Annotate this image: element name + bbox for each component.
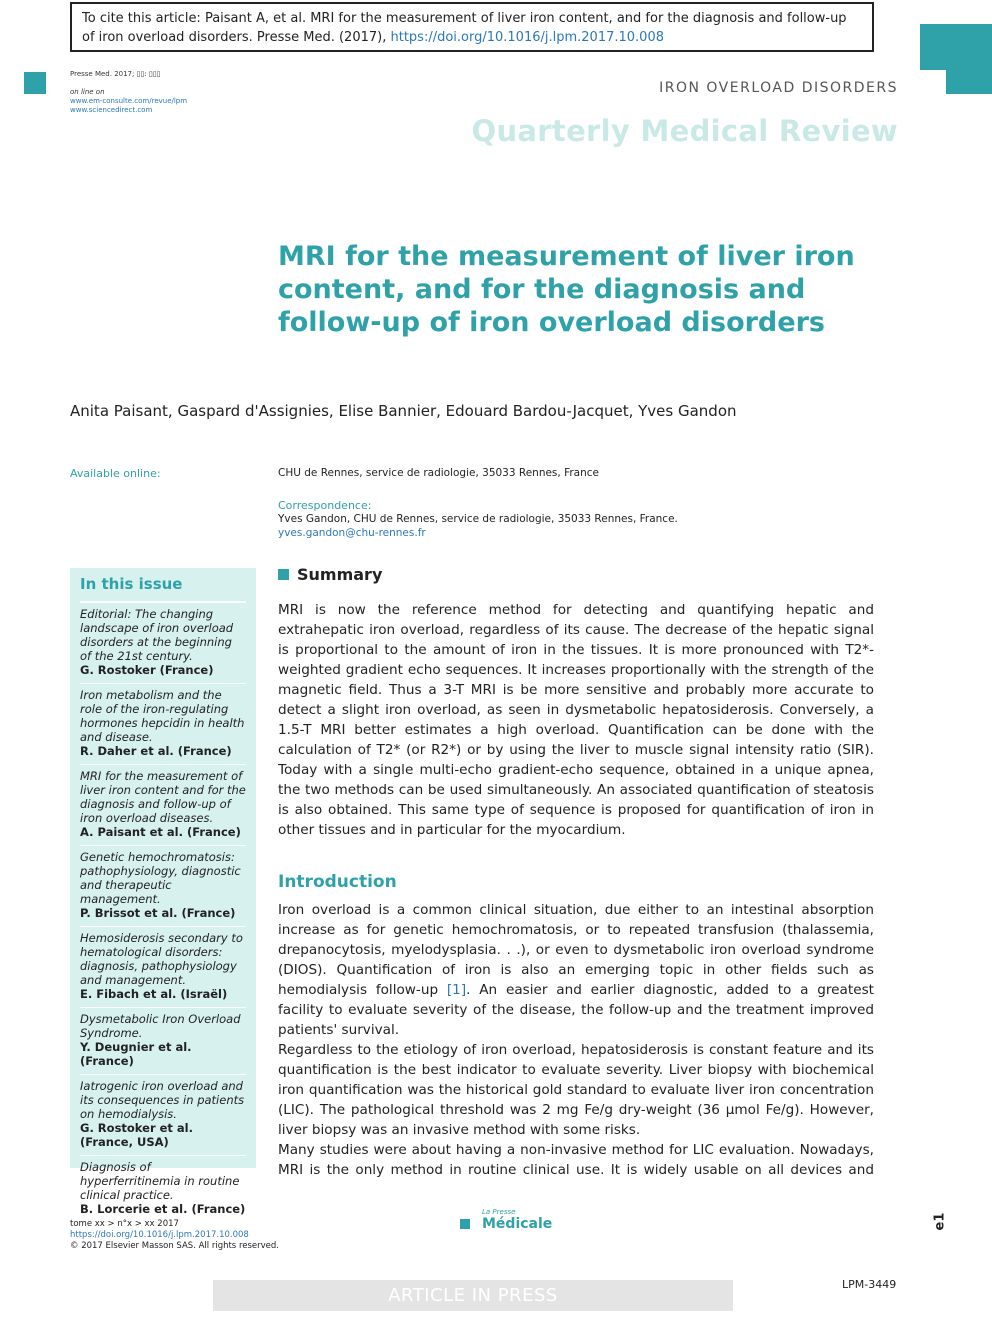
teal-corner-cut	[920, 70, 946, 94]
sidebar-item-title: Iatrogenic iron overload and its consequences in patients on hemodialysis.	[80, 1079, 245, 1121]
correspondence-label: Correspondence:	[278, 499, 372, 512]
intro-paragraph-2: Regardless to the etiology of iron overload, hepatosiderosis is constant feature and its quantification is the best indicator to evaluate severity. Liver biopsy with biochemical iron quantification was the historical gold standard to evaluate liver iron concentration (LIC). The pathological threshold was 2 mg Fe/g dry-weight (36 μmol Fe/g). However, liver biopsy was an invasive method with some risks.	[278, 1042, 874, 1138]
sidebar-item-title: Hemosiderosis secondary to hematological disorders: diagnosis, pathophysiology and management.	[80, 931, 243, 987]
introduction-heading: Introduction	[278, 872, 397, 892]
sidebar-item-author: P. Brissot et al. (France)	[80, 906, 236, 920]
in-this-issue-sidebar	[70, 568, 256, 1216]
sidebar-item-author: Y. Deugnier et al. (France)	[80, 1040, 192, 1068]
sidebar-item-author: A. Paisant et al. (France)	[80, 825, 241, 839]
sidebar-item-author: G. Rostoker et al. (France, USA)	[80, 1121, 193, 1149]
intro-paragraph-1	[278, 900, 874, 1040]
available-online-label: Available online:	[70, 467, 161, 480]
journal-meta	[70, 70, 187, 115]
summary-heading-text: Summary	[297, 565, 383, 584]
reference-link-1[interactable]: [1]	[446, 982, 467, 998]
footer-issue-line: tome xx > n°x > xx 2017	[70, 1219, 179, 1229]
intro-paragraph-3: Many studies were about having a non-invasive method for LIC evaluation. Nowadays, MRI is the only method in routine clinical use. It is widely usable on all devices and	[278, 1142, 874, 1178]
intro-p1b: . An easier and earlier diagnostic, added to a greatest facility to evaluate severity of the disease, the follow-up and the treatment improved patients' survival.	[278, 982, 874, 1038]
article-in-press-banner: ARTICLE IN PRESS	[213, 1280, 733, 1311]
sidebar-item	[80, 1155, 246, 1222]
section-label: IRON OVERLOAD DISORDERS	[659, 80, 898, 96]
sidebar-item-title: Editorial: The changing landscape of iron overload disorders at the beginning of the 21st century.	[80, 607, 234, 663]
footer-copyright: © 2017 Elsevier Masson SAS. All rights reserved.	[70, 1241, 279, 1251]
logo-small-text: La Presse	[482, 1208, 516, 1216]
citation-text: To cite this article: Paisant A, et al. MRI for the measurement of liver iron content, and for the diagnosis and follow-up of iron overload disorders. Presse Med. (2017),	[82, 11, 847, 45]
logo-square-icon	[460, 1219, 470, 1229]
sidebar-item	[80, 764, 246, 845]
affiliation: CHU de Rennes, service de radiologie, 35033 Rennes, France	[278, 467, 599, 479]
sidebar-item-author: R. Daher et al. (France)	[80, 744, 232, 758]
citation-box	[70, 2, 874, 52]
correspondence-name: Yves Gandon	[278, 513, 347, 525]
em-consulte-link[interactable]: www.em-consulte.com/revue/lpm	[70, 97, 188, 105]
citation-doi-link[interactable]: https://doi.org/10.1016/j.lpm.2017.10.008	[390, 30, 664, 45]
sidebar-item-author: E. Fibach et al. (Israël)	[80, 987, 228, 1001]
sidebar-item-title: Diagnosis of hyperferritinemia in routine clinical practice.	[80, 1160, 240, 1202]
sidebar-item-title: MRI for the measurement of liver iron content and for the diagnosis and follow-up of iron overload diseases.	[80, 769, 246, 825]
sidebar-heading: In this issue	[80, 575, 183, 593]
correspondence-text: , CHU de Rennes, service de radiologie, 35033 Rennes, France.	[346, 513, 678, 525]
article-title: MRI for the measurement of liver iron content, and for the diagnosis and follow-up of iron overload disorders	[278, 241, 855, 338]
sidebar-item	[80, 926, 246, 1007]
logo-main-text: Médicale	[482, 1216, 553, 1232]
sidebar-item-author: B. Lorcerie et al. (France)	[80, 1202, 246, 1216]
sidebar-item-title: Iron metabolism and the role of the iron-regulating hormones hepcidin in health and disease.	[80, 688, 245, 744]
sidebar-item-title: Dysmetabolic Iron Overload Syndrome.	[80, 1012, 241, 1040]
page-number: e1	[932, 1212, 948, 1231]
sidebar-item	[80, 601, 246, 683]
correspondence-email-link[interactable]: yves.gandon@chu-rennes.fr	[278, 527, 426, 539]
footer-info	[70, 1219, 279, 1252]
intro-p1a: Iron overload is a common clinical situation, due either to an intestinal absorption increase as for genetic hemochromatosis, or to repeated transfusion (thalassemia, drepanocytosis, myelodysplasia. . .), or even to dysmetabolic iron overload syndrome (DIOS). Quantification of iron is also an emerging topic in other fields such as hemodialysis follow-up	[278, 902, 874, 998]
review-label: Quarterly Medical Review	[471, 114, 898, 148]
sciencedirect-link[interactable]: www.sciencedirect.com	[70, 106, 153, 114]
journal-logo	[460, 1208, 552, 1232]
journal-volume-line: Presse Med. 2017; ▯▯: ▯▯▯	[70, 70, 161, 78]
summary-heading	[278, 565, 382, 584]
summary-square-icon	[278, 569, 289, 580]
summary-text: MRI is now the reference method for detecting and quantifying hepatic and extrahepatic iron overload, regardless of its cause. The decrease of the hepatic signal is proportional to the amount of iron in the tissues. It is more pronounced with T2*-weighted gradient echo sequences. It increases proportionally with the strength of the magnetic field. Thus a 3-T MRI is be more sensitive and probably more accurate to detect a slight iron overload, as seen in dysmetabolic hepatosiderosis. Conversely, a 1.5-T MRI better estimates a high overload. Quantification can be done with the calculation of T2* (or R2*) or by using the liver to muscle signal intensity ratio (SIR). Today with a single multi-echo gradient-echo sequence, obtained in a unique apnea, the two methods can be used simultaneously. An associated quantification of steatosis is also obtained. This same type of sequence is proposed for quantification of iron in other tissues and in particular for the myocardium.	[278, 602, 874, 838]
sidebar-item-author: G. Rostoker (France)	[80, 663, 214, 677]
teal-square-decoration	[24, 72, 46, 94]
introduction-body	[278, 900, 874, 1182]
footer-doi[interactable]: https://doi.org/10.1016/j.lpm.2017.10.008	[70, 1230, 249, 1240]
online-label: on line on	[70, 88, 105, 96]
sidebar-item-title: Genetic hemochromatosis: pathophysiology, diagnostic and therapeutic management.	[80, 850, 241, 906]
sidebar-item	[80, 845, 246, 926]
sidebar-item	[80, 1007, 246, 1074]
article-code: LPM-3449	[842, 1278, 897, 1291]
sidebar-item	[80, 683, 246, 764]
correspondence-address	[278, 513, 678, 525]
authors: Anita Paisant, Gaspard d'Assignies, Elise Bannier, Edouard Bardou-Jacquet, Yves Gandon	[70, 402, 737, 420]
sidebar-item	[80, 1074, 246, 1155]
